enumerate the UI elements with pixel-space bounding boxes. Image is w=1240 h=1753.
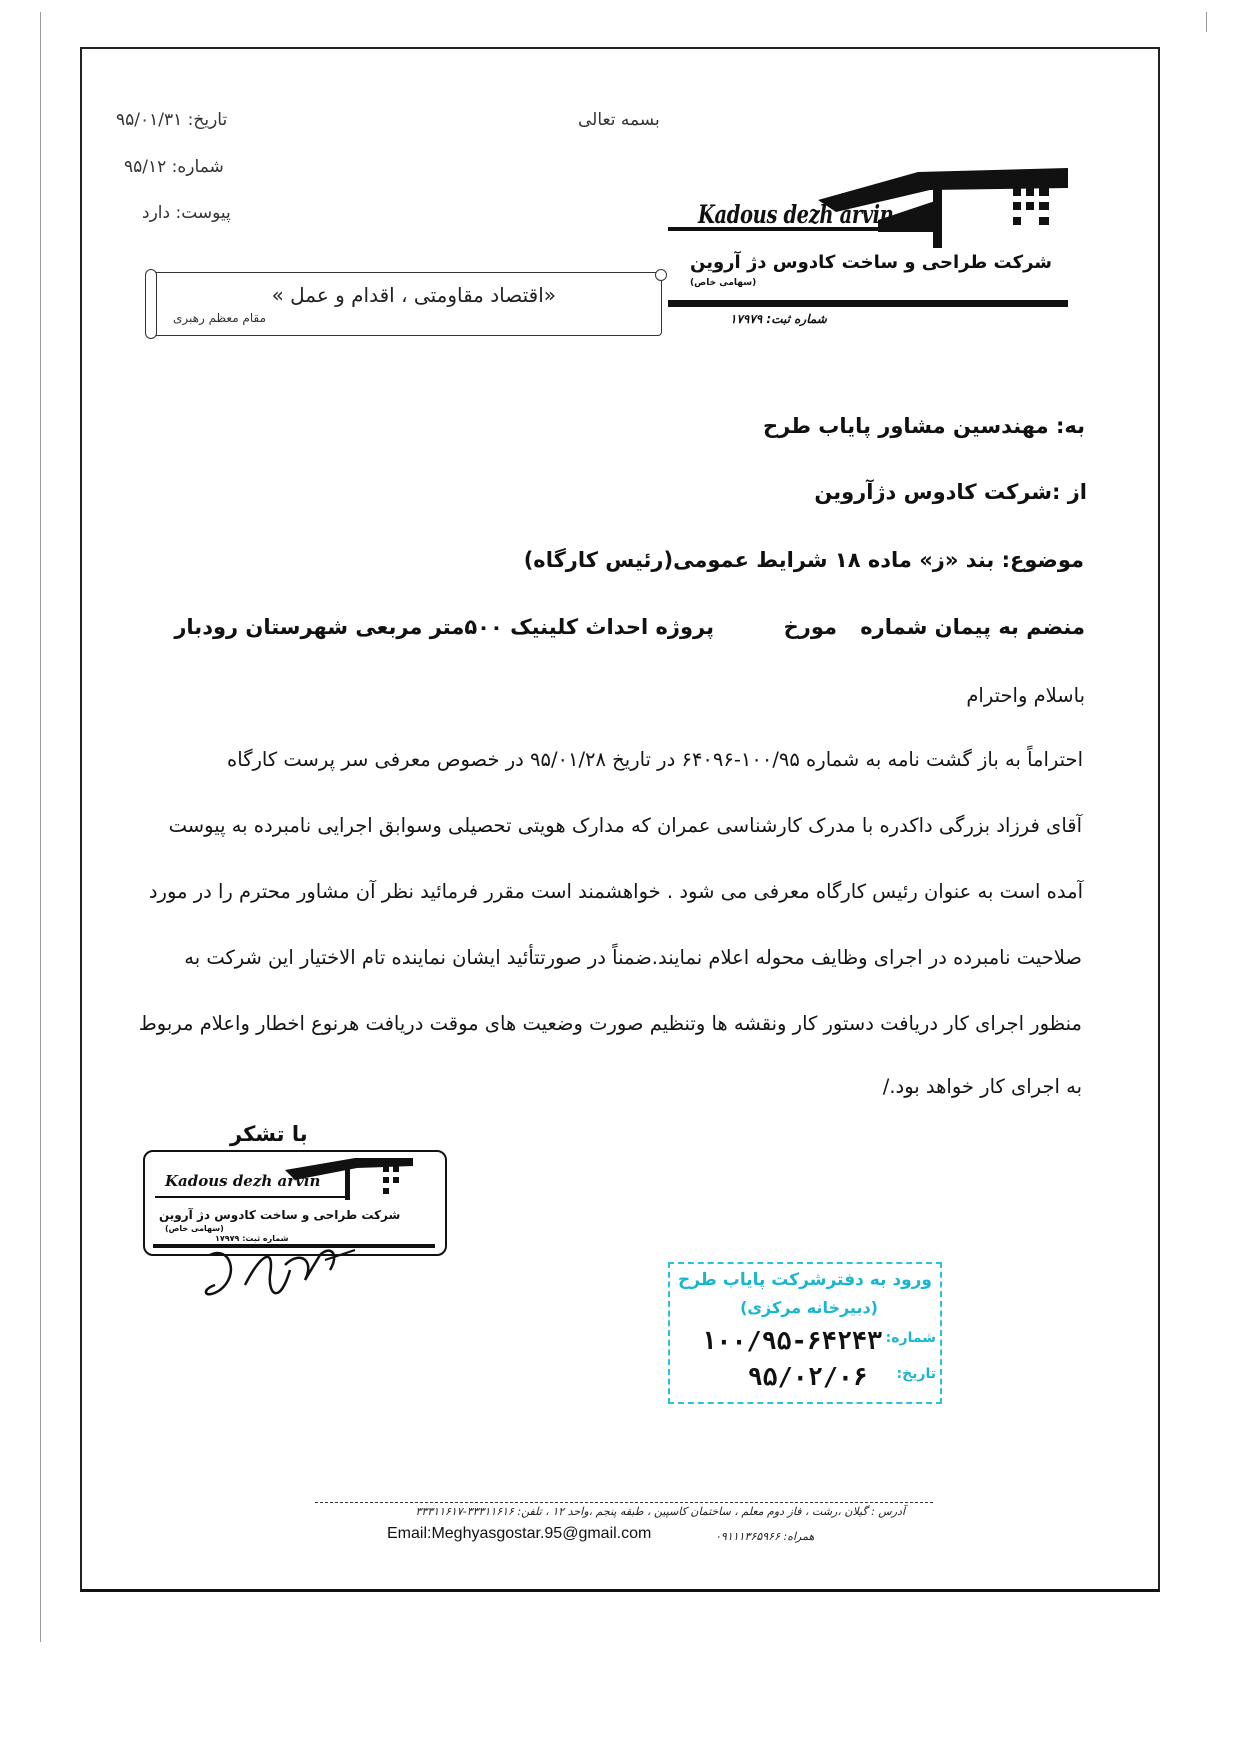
letter-number: شماره: ۹۵/۱۲ [124, 157, 224, 177]
signature [180, 1235, 380, 1315]
receipt-number-label: شماره: [885, 1330, 936, 1346]
footer-address: آدرس : گیلان ،رشت ، فاز دوم معلم ، ساختمان کاسپین ، طبقه پنجم ،واحد ۱۲ ، تلفن: ۳۳۳۱۱۶۱۶-۳۳۳۱۱۶۱۷ [415, 1505, 905, 1518]
scan-edge-left [40, 12, 41, 1642]
greeting: باسلام واحترام [966, 684, 1085, 707]
footer-mobile: همراه: ۰۹۱۱۱۳۶۵۹۶۶ [715, 1530, 815, 1543]
receipt-stamp-title: ورود به دفترشرکت پایاب طرح [677, 1270, 932, 1290]
receipt-date-value: ۹۵/۰۲/۰۶ [747, 1362, 868, 1391]
body-line: منظور اجرای کار دریافت دستور کار ونقشه ها وتنظیم صورت وضعیت های موقت دریافت هرنوع اخطار واعلام مربوط [138, 1012, 1082, 1035]
recipient: به: مهندسین مشاور پایاب طرح [763, 414, 1085, 438]
closing: با تشکر [230, 1122, 308, 1146]
body-line: آمده است به عنوان رئیس کارگاه معرفی می شود . خواهشمند است مقرر فرمائید نظر آن مشاور محترم را در مورد [148, 880, 1083, 903]
logo-latin-name: Kadous dezh arvin [698, 200, 894, 229]
logo-company-type: (سهامی خاص) [690, 278, 757, 288]
stamp-registration: شماره ثبت: ۱۷۹۷۹ [215, 1234, 289, 1243]
letter-attachment: پیوست: دارد [142, 203, 231, 223]
slogan-text: «اقتصاد مقاومتی ، اقدام و عمل » [271, 283, 556, 307]
scan-edge-right [1206, 12, 1207, 32]
receipt-stamp-subtitle: (دبیرخانه مرکزی) [740, 1298, 878, 1317]
stamp-company-type: (سهامی خاص) [165, 1224, 224, 1233]
receipt-number-value: ۱۰۰/۹۵-۶۴۲۴۳ [701, 1326, 882, 1355]
subject: موضوع: بند «ز» ماده ۱۸ شرایط عمومی(رئیس کارگاه) [523, 548, 1084, 572]
body-line: به اجرای کار خواهد بود./ [882, 1075, 1082, 1098]
contract-reference: منضم به پیمان شماره [860, 615, 1085, 639]
receipt-stamp [668, 1262, 942, 1404]
contract-date-label: مورخ [783, 615, 837, 639]
body-line: احتراماً به باز گشت نامه به شماره ۱۰۰/۹۵-۶۴۰۹۶ در تاریخ ۹۵/۰۱/۲۸ در خصوص معرفی سر پرست کارگاه [227, 748, 1083, 771]
stamp-latin-name: Kadous dezh arvin [165, 1172, 321, 1190]
body-line: صلاحیت نامبرده در اجرای وظایف محوله اعلام نمایند.ضمناً در صورتتأئید ایشان نماینده تام الاختیار این شرکت به [184, 946, 1082, 969]
project-title: پروژه احداث کلینیک ۵۰۰متر مربعی شهرستان رودبار [174, 615, 714, 639]
logo-registration: شماره ثبت: ۱۷۹۷۹ [730, 312, 827, 326]
receipt-date-label: تاریخ: [896, 1366, 936, 1382]
stamp-persian-name: شرکت طراحی و ساخت کادوس دژ آروین [159, 1208, 401, 1222]
basmala: بسمه تعالی [578, 110, 660, 130]
body-line: آقای فرزاد بزرگی داکدره با مدرک کارشناسی عمران که مدارک هویتی تحصیلی وسوابق اجرایی نامبرده به پیوست [168, 814, 1082, 837]
slogan-banner [150, 272, 662, 336]
sender: از :شرکت کادوس دژآروین [814, 480, 1087, 504]
slogan-source: مقام معظم رهبری [173, 311, 267, 325]
footer-email: Email:Meghyasgostar.95@gmail.com [387, 1525, 652, 1542]
logo-persian-name: شرکت طراحی و ساخت کادوس دژ آروین [690, 252, 1052, 273]
footer-divider [315, 1502, 933, 1503]
letter-date: تاریخ: ۹۵/۰۱/۳۱ [116, 110, 228, 130]
company-logo [668, 160, 1088, 340]
